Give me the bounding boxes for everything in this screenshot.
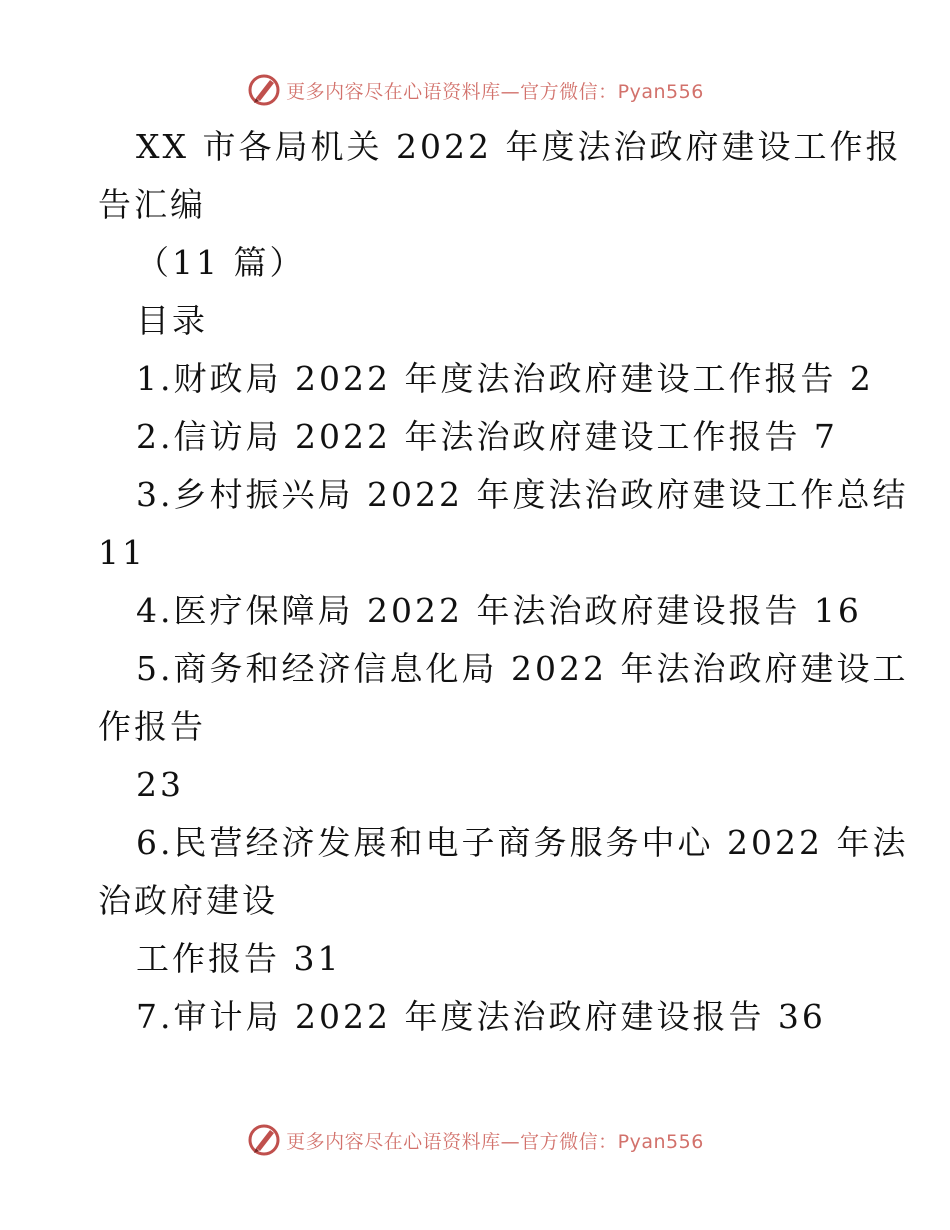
pen-logo-icon bbox=[246, 1122, 282, 1158]
watermark-header bbox=[0, 70, 950, 110]
pen-logo-icon bbox=[246, 72, 282, 108]
toc-item-5-page[interactable]: 23 bbox=[136, 765, 184, 804]
doc-count: （11 篇） bbox=[136, 243, 306, 282]
toc-item-6-page[interactable]: 工作报告 31 bbox=[136, 939, 342, 978]
doc-title-line-2: 告汇编 bbox=[98, 185, 206, 224]
toc-item-3-page[interactable]: 11 bbox=[98, 533, 146, 572]
toc-item-6[interactable]: 6.民营经济发展和电子商务服务中心 2022 年法 bbox=[136, 823, 909, 862]
toc-item-5-cont[interactable]: 作报告 bbox=[98, 707, 206, 746]
watermark-footer bbox=[0, 1120, 950, 1160]
watermark-text: 更多内容尽在心语资料库—官方微信：Pyan556 bbox=[286, 1130, 704, 1153]
toc-item-7[interactable]: 7.审计局 2022 年度法治政府建设报告 36 bbox=[136, 997, 826, 1036]
toc-item-1[interactable]: 1.财政局 2022 年度法治政府建设工作报告 2 bbox=[136, 359, 874, 398]
document-body bbox=[98, 118, 909, 1046]
doc-title-line-1: XX 市各局机关 2022 年度法治政府建设工作报 bbox=[136, 127, 902, 166]
toc-item-4[interactable]: 4.医疗保障局 2022 年法治政府建设报告 16 bbox=[136, 591, 862, 630]
watermark-text: 更多内容尽在心语资料库—官方微信：Pyan556 bbox=[286, 80, 704, 103]
toc-item-6-cont[interactable]: 治政府建设 bbox=[98, 881, 278, 920]
toc-heading: 目录 bbox=[136, 301, 208, 340]
toc-item-2[interactable]: 2.信访局 2022 年法治政府建设工作报告 7 bbox=[136, 417, 838, 456]
toc-item-3[interactable]: 3.乡村振兴局 2022 年度法治政府建设工作总结 bbox=[136, 475, 909, 514]
toc-item-5[interactable]: 5.商务和经济信息化局 2022 年法治政府建设工 bbox=[136, 649, 909, 688]
